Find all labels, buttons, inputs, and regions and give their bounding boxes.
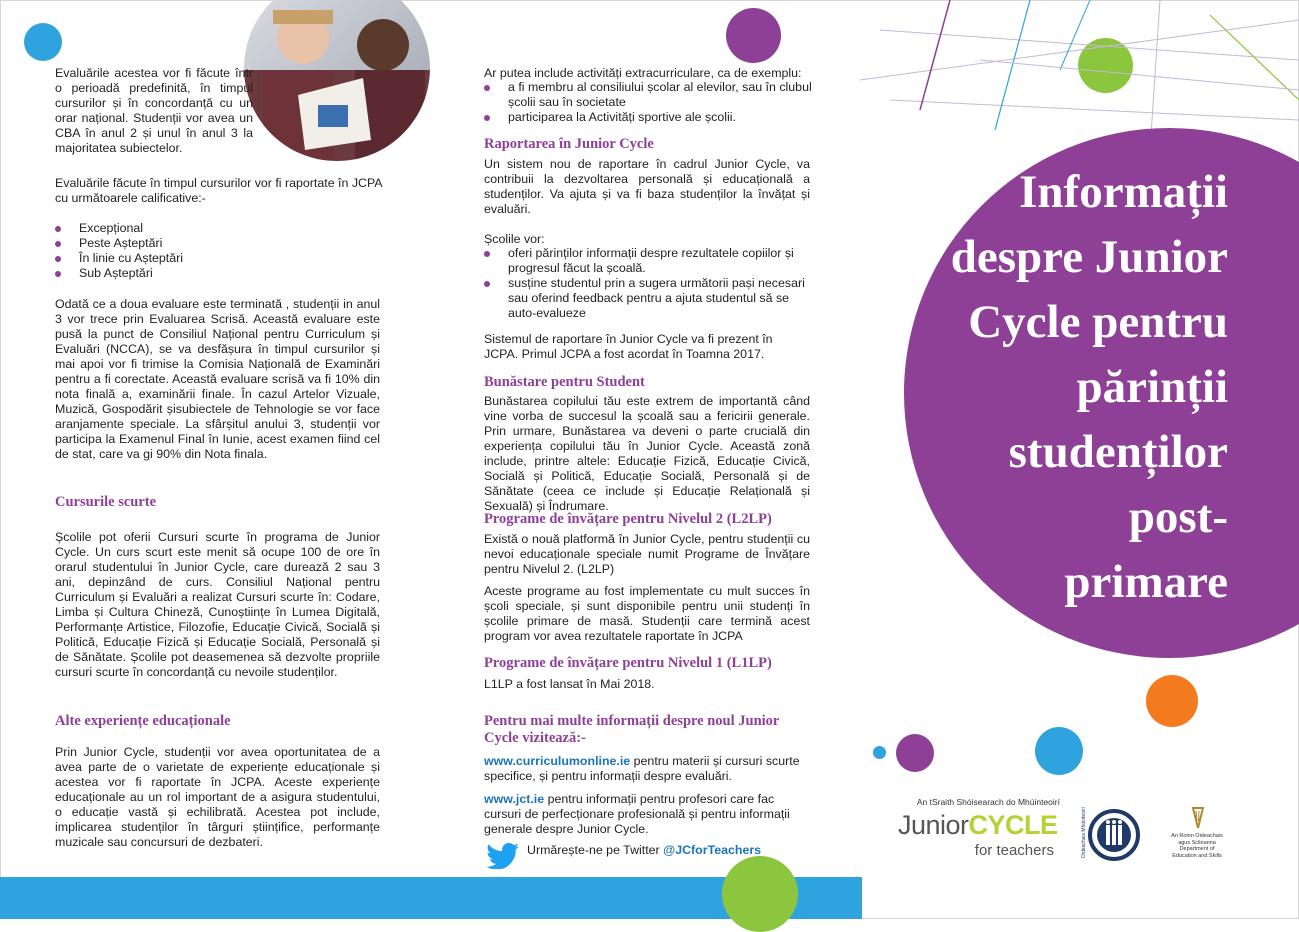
extracurricular-list <box>484 80 814 125</box>
green-dot-bottom <box>722 856 798 932</box>
blue-dot-medium <box>1035 727 1083 775</box>
twitter-handle-link[interactable]: @JCforTeachers <box>663 843 762 857</box>
logo-cycle: CYCLE <box>968 810 1058 840</box>
heading-l2lp: Programe de învățare pentru Nivelul 2 (L2LP) <box>484 511 772 527</box>
blue-dot-top-left <box>24 23 62 61</box>
list-item: participarea la Activități sportive ale școlii. <box>484 110 814 125</box>
harp-icon <box>1190 806 1206 830</box>
heading-reporting: Raportarea în Junior Cycle <box>484 136 654 152</box>
title-line: Informații <box>1019 166 1228 218</box>
dept-line: Education and Skills <box>1172 852 1222 859</box>
twitter-follow <box>527 843 761 858</box>
heading-wellbeing: Bunăstare pentru Student <box>484 374 645 390</box>
list-item: În linie cu Așteptări <box>55 251 375 266</box>
dept-line: An Roinn Oideachais <box>1171 833 1223 839</box>
cover-title <box>904 160 1228 615</box>
left-written-assessment-paragraph: Odată ce a doua evaluare este terminată , studenții in anul 3 vor trece prin Evaluarea Scrisă. Această evaluare este pusă la punct de Consiliul Național pentru Curriculum și Evaluări (NCCA), se va desfășura în timpul cursurilor și mai apoi vor fi trimise la Comisia Națională de Examinări pentru a fi corectate. Această evaluare scrisă va fi 10% din nota finală a, examinării finale. În cazul Artelor Vizuale, Muzică, Gospodărit șisubiectele de Tehnologie se vor face aranjamente speciale. La sfârșitul anului 3, studenții vor participa la Examenul Final în Iunie, acest examen fiind cel de stat, care va gi 90% din Nota finala. <box>55 297 380 461</box>
seal-text: Oideachais Mhúinteoirí <box>1081 806 1087 858</box>
title-line: despre Junior <box>950 231 1228 283</box>
twitter-follow-text: Urmărește-ne pe Twitter <box>527 843 664 857</box>
heading-short-courses: Cursurile scurte <box>55 494 157 510</box>
short-courses-paragraph: Școlile pot oferii Cursuri scurte în programa de Junior Cycle. Un curs scurt este menit să ocupe 100 de ore în orarul studentului în Junior Cycle, care durează 2 sau 3 ani, depinzând de curs. Consiliul Național pentru Curriculum și Evaluări a realizat Cursuri scurte în: Codare, Limba și Cultura Chineză, Cunoștiințe în Lumea Digitală, Performanțe Artistice, Filozofie, Educație Civică, Socială și Politică, Educație Fizică și Educație Socială, Personală și de Sănătate. Școlile pot deasemenea să dezvolte propriile cursuri scurte în concordanță cu nevoile studenților. <box>55 530 380 679</box>
curriculumonline-description: pentru materii și cursuri scurte specifice, și pentru informații despre evaluări. <box>484 754 800 783</box>
jct-description: pentru informații pentru profesori care fac cursuri de perfecționare profesională și pentru informații generale despre Junior Cycle. <box>484 792 790 836</box>
orange-dot <box>1146 675 1198 727</box>
heading-l1lp: Programe de învățare pentru Nivelul 1 (L1LP) <box>484 655 772 671</box>
heading-more-info: Pentru mai multe informații despre noul Junior Cycle vizitează:- <box>484 713 780 746</box>
purple-dot-top <box>726 8 781 63</box>
heading-other-experiences: Alte experiențe educaționale <box>55 713 231 729</box>
list-item: oferi părinților informații despre rezultatele copiilor și progresul făcut la școală. <box>484 246 814 276</box>
title-line: studenților <box>1008 426 1228 478</box>
reporting-paragraph: Un sistem nou de raportare în cadrul Junior Cycle, va contribuii la dezvoltarea personală și educațională a studenților. Va ajuta și va fi baza studenților la învățat și evaluări. <box>484 157 810 216</box>
left-intro-paragraph: Evaluările acestea vor fi făcute într o perioadă predefinită, în timpul cursurilor și în concordanță cu un orar național. Studenții vor avea un CBA în anul 2 și unul în anul 3 la majoritatea subiectelor. <box>55 66 253 155</box>
twitter-icon[interactable] <box>486 843 520 869</box>
list-item: Peste Așteptări <box>55 236 375 251</box>
l2lp-paragraph-2: Aceste programe au fost implementate cu mult succes în școli speciale, și sunt disponibile pentru unii studenți în școlile primare de masă. Studenții care termină acest program vor avea rezultatele raportate în JCPA <box>484 584 810 643</box>
l1lp-paragraph: L1LP a fost lansat în Mai 2018. <box>484 677 655 691</box>
title-line: părinții <box>1076 361 1228 413</box>
blue-dot-small <box>873 746 886 759</box>
jcpa-paragraph: Sistemul de raportare în Junior Cycle va fi prezent în JCPA. Primul JCPA a fost acordat în Toamna 2017. <box>484 332 773 361</box>
jct-info <box>484 792 814 837</box>
curriculumonline-info <box>484 754 814 784</box>
purple-dot-small <box>896 734 934 772</box>
logo-junior: Junior <box>898 810 969 840</box>
list-item: a fi membru al consiliului școlar al elevilor, sau în clubul școlii sau în societate <box>484 80 814 110</box>
students-reading-photo <box>243 0 431 162</box>
curriculumonline-link[interactable]: www.curriculumonline.ie <box>484 754 631 768</box>
dept-line: Department of <box>1179 846 1215 852</box>
list-item: Excepțional <box>55 221 375 236</box>
jct-link[interactable]: www.jct.ie <box>484 792 545 806</box>
title-line: post- <box>1128 491 1228 543</box>
dept-line: agus Scileanna <box>1178 839 1216 846</box>
l2lp-paragraph-1: Există o nouă platformă în Junior Cycle, pentru studenții cu nevoi educaționale speciale numit Programe de Învățare pentru Nivelul 2. (L2LP) <box>484 532 810 576</box>
junior-cycle-logo <box>898 810 1058 840</box>
department-of-education-logo <box>1162 833 1232 859</box>
list-item: susține studentul prin a sugera următorii pași necesari sau oferind feedback pentru a ajuta studentul să se auto-evalueze <box>484 276 814 321</box>
seal-logo-icon <box>1082 805 1142 865</box>
schools-list <box>484 246 814 321</box>
grades-list <box>55 221 375 281</box>
schools-will-label: Școlile vor: <box>484 232 545 246</box>
other-experiences-paragraph: Prin Junior Cycle, studenții vor avea oportunitatea de a avea parte de o varietate de experiențe educaționale și acestea vor fi raportate în JCPA. Aceste experiențe educaționale au un rol important de a asigura studentului, o educație vastă și echilibrată. Acestea pot include, implicarea studenților în târguri științifice, performanțe muzicale sau concursuri de dezbateri. <box>55 745 380 849</box>
logo-for-teachers: for teachers <box>974 842 1054 859</box>
extracurricular-intro: Ar putea include activități extracurriculare, ca de exemplu: <box>484 66 802 80</box>
left-grades-intro: Evaluările făcute în timpul cursurilor vor fi raportate în JCPA cu următoarele calificative:- <box>55 176 382 205</box>
list-item: Sub Așteptări <box>55 266 375 281</box>
wellbeing-paragraph: Bunăstarea copilului tău este extrem de importantă când vine vorba de succesul la școală sau a fericirii generale. Prin urmare, Bunăstarea va deveni o parte crucială din experiența copilului tău în Junior Cycle. Această zonă include, printre altele: Educație Fizică, Educație Civică, Socială și Politică, Educație Socială, Personală și de Sănătate (ceea ce include și Educație Relațională și Sexuală) și Îndrumare. <box>484 394 810 513</box>
title-line: Cycle pentru <box>968 296 1228 348</box>
title-line: primare <box>1064 556 1228 608</box>
jct-logo-caption: An tSraith Shóisearach do Mhúinteoirí <box>916 797 1060 807</box>
